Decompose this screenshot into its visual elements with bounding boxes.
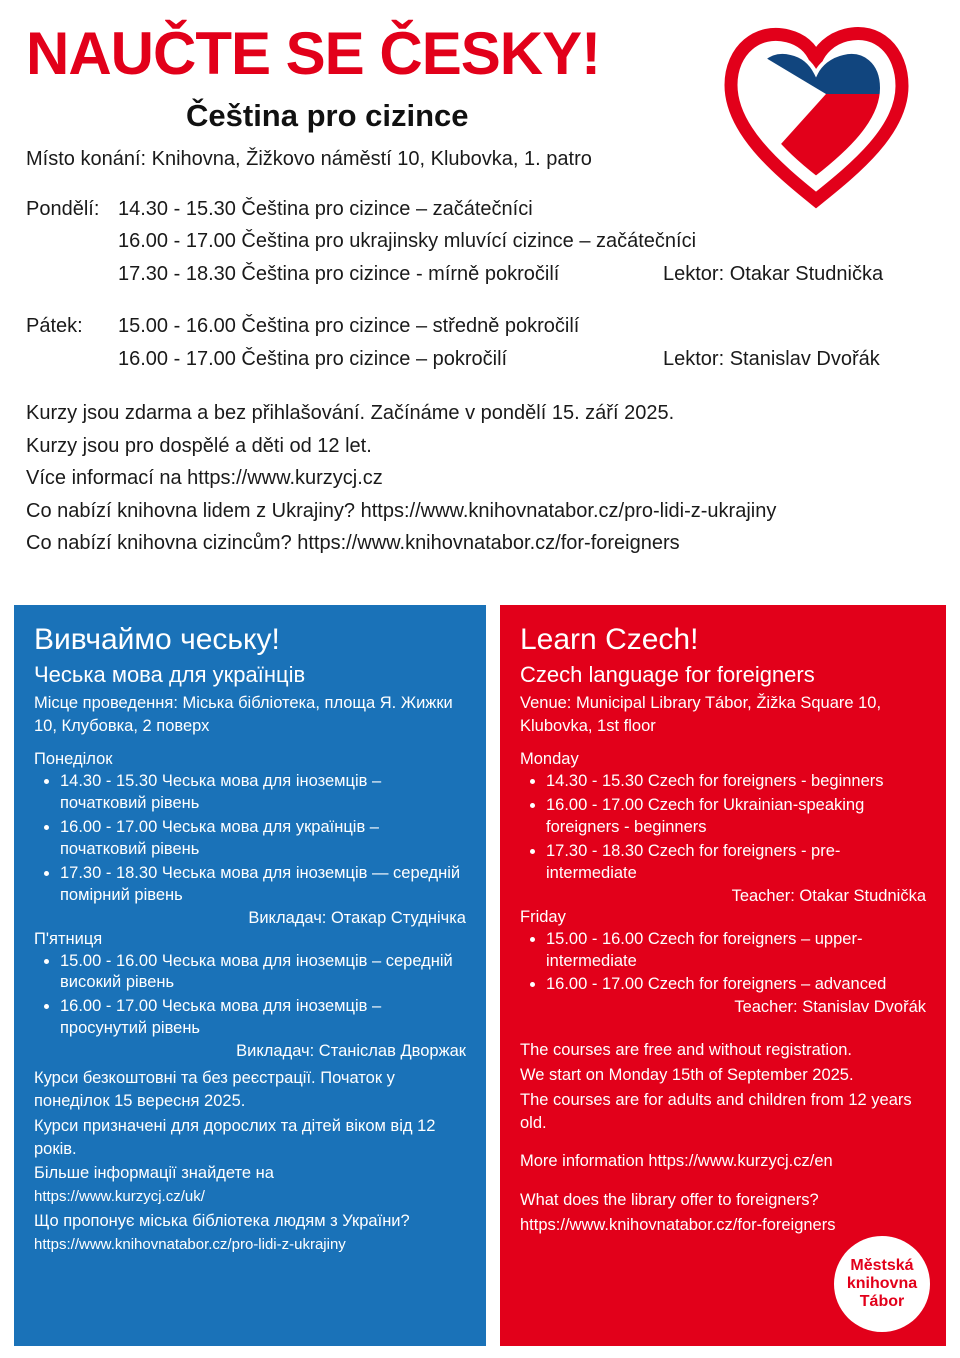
- panel-uk-day-monday: Понеділок: [34, 749, 113, 768]
- list-item: • 14.30 - 15.30 Чеська мова для іноземців – початковий рівень: [60, 771, 466, 815]
- panel-en-teacher-monday: Teacher: Otakar Studnička: [731, 886, 926, 905]
- panel-uk-monday-list: [34, 771, 466, 907]
- schedule-cs: [26, 193, 934, 375]
- panel-en-question: What does the library offer to foreigners?: [520, 1191, 819, 1210]
- page-subtitle: Čeština pro cizince: [186, 98, 469, 133]
- note-line-info-url[interactable]: Více informací na https://www.kurzycj.cz: [26, 467, 383, 490]
- panel-en-day-friday: Friday: [520, 907, 566, 926]
- panel-en-more-info[interactable]: More information https://www.kurzycj.cz/en: [520, 1152, 833, 1171]
- note-line: We start on Monday 15th of September 2025.: [520, 1066, 854, 1085]
- schedule-line: 16.00 - 17.00 Čeština pro ukrajinsky mluvící cizince – začátečníci: [118, 230, 697, 253]
- schedule-block-monday: [26, 193, 934, 290]
- schedule-lines: [118, 310, 934, 375]
- panel-uk-venue: Місце проведення: Міська бібліотека, площа Я. Жижки 10, Клубовка, 2 поверх: [34, 694, 453, 735]
- library-logo: [834, 1236, 930, 1332]
- note-line: Більше інформації знайдете на: [34, 1164, 274, 1183]
- panel-uk-subtitle: Чеська мова для українців: [34, 662, 306, 687]
- panel-uk-body: [34, 750, 466, 1255]
- schedule-line: 16.00 - 17.00 Čeština pro cizince – pokročilí: [118, 347, 508, 370]
- list-item: • 16.00 - 17.00 Czech for foreigners – advanced: [546, 974, 926, 996]
- schedule-day-label: Pátek:: [26, 315, 83, 338]
- note-spacer: [520, 1136, 926, 1150]
- list-item: • 17.30 - 18.30 Czech for foreigners - pre-intermediate: [546, 841, 926, 885]
- teacher-friday: Lektor: Stanislav Dvořák: [663, 347, 880, 370]
- teacher-monday: Lektor: Otakar Studnička: [663, 262, 884, 285]
- note-line-ukraine-url[interactable]: Co nabízí knihovna lidem z Ukrajiny? https://www.knihovnatabor.cz/pro-lidi-z-ukrajiny: [26, 499, 777, 522]
- panel-en-teacher-friday: Teacher: Stanislav Dvořák: [734, 998, 926, 1017]
- schedule-line: 15.00 - 16.00 Čeština pro cizince – středně pokročilí: [118, 315, 580, 338]
- panel-en-subtitle: Czech language for foreigners: [520, 662, 815, 687]
- panel-english: [500, 605, 946, 1346]
- panel-en-monday-list: [520, 771, 926, 885]
- list-item: • 14.30 - 15.30 Czech for foreigners - beginners: [546, 771, 926, 793]
- schedule-block-friday: [26, 310, 934, 375]
- schedule-spacer: [26, 290, 934, 310]
- library-logo-line-2: knihovna: [846, 1274, 918, 1292]
- panel-uk-day-friday: П'ятниця: [34, 929, 103, 948]
- notes-cs: [26, 397, 934, 560]
- list-item: • 17.30 - 18.30 Чеська мова для іноземців — середній помірний рівень: [60, 863, 466, 907]
- panel-en-friday-list: [520, 929, 926, 997]
- panel-en-day-monday: Monday: [520, 749, 579, 768]
- note-line: Курси призначені для дорослих та дітей віком від 12 років.: [34, 1116, 436, 1158]
- panel-en-link[interactable]: https://www.knihovnatabor.cz/for-foreigners: [520, 1216, 836, 1235]
- note-line: Курси безкоштовні та без реєстрації. Початок у понеділок 15 вересня 2025.: [34, 1069, 395, 1111]
- note-spacer: [520, 1175, 926, 1189]
- panel-uk-question: Що пропонує міська бібліотека людям з України?: [34, 1211, 410, 1230]
- library-logo-line-3: Tábor: [859, 1293, 905, 1311]
- panel-en-body: [520, 750, 926, 1237]
- panel-en-notes: [520, 1039, 926, 1236]
- language-panels: [0, 605, 960, 1358]
- panel-en-venue: Venue: Municipal Library Tábor, Žižka Square 10, Klubovka, 1st floor: [520, 694, 882, 735]
- list-item: • 16.00 - 17.00 Чеська мова для іноземців – просунутий рівень: [60, 996, 466, 1040]
- note-line: Kurzy jsou zdarma a bez přihlašování. Začínáme v pondělí 15. září 2025.: [26, 401, 675, 424]
- list-item: • 16.00 - 17.00 Чеська мова для українців – початковий рівень: [60, 817, 466, 861]
- panel-uk-notes: [34, 1067, 466, 1255]
- note-line: The courses are for adults and children from 12 years old.: [520, 1090, 912, 1132]
- schedule-lines: [118, 193, 934, 290]
- poster-header: [0, 0, 960, 605]
- library-logo-line-1: Městská: [850, 1256, 914, 1274]
- note-line: The courses are free and without registration.: [520, 1041, 853, 1060]
- venue-line: Místo konání: Knihovna, Žižkovo náměstí 10, Klubovka, 1. patro: [26, 148, 592, 170]
- panel-uk-teacher-monday: Викладач: Отакар Студнічка: [248, 908, 466, 927]
- panel-ukrainian: [14, 605, 486, 1346]
- panel-uk-friday-list: [34, 951, 466, 1041]
- panel-uk-link-kurzycj[interactable]: https://www.kurzycj.cz/uk/: [34, 1188, 205, 1206]
- schedule-day-label: Pondělí:: [26, 198, 100, 220]
- note-line-foreigners-url[interactable]: Co nabízí knihovna cizincům? https://www.knihovnatabor.cz/for-foreigners: [26, 532, 680, 555]
- panel-uk-link-library[interactable]: https://www.knihovnatabor.cz/pro-lidi-z-ukrajiny: [34, 1235, 346, 1253]
- list-item: • 15.00 - 16.00 Чеська мова для іноземців – середній високий рівень: [60, 951, 466, 995]
- page-title: NAUČTE SE ČESKY!: [26, 20, 601, 87]
- list-item: • 15.00 - 16.00 Czech for foreigners – upper-intermediate: [546, 929, 926, 973]
- panel-uk-title: Вивчаймо чеську!: [34, 623, 280, 656]
- panel-uk-teacher-friday: Викладач: Станіслав Дворжак: [236, 1042, 466, 1061]
- schedule-line: 14.30 - 15.30 Čeština pro cizince – začátečníci: [118, 198, 533, 220]
- list-item: • 16.00 - 17.00 Czech for Ukrainian-speaking foreigners - beginners: [546, 795, 926, 839]
- note-line: Kurzy jsou pro dospělé a děti od 12 let.: [26, 434, 372, 457]
- schedule-line: 17.30 - 18.30 Čeština pro cizince - mírně pokročilí: [118, 262, 560, 285]
- panel-en-title: Learn Czech!: [520, 623, 699, 656]
